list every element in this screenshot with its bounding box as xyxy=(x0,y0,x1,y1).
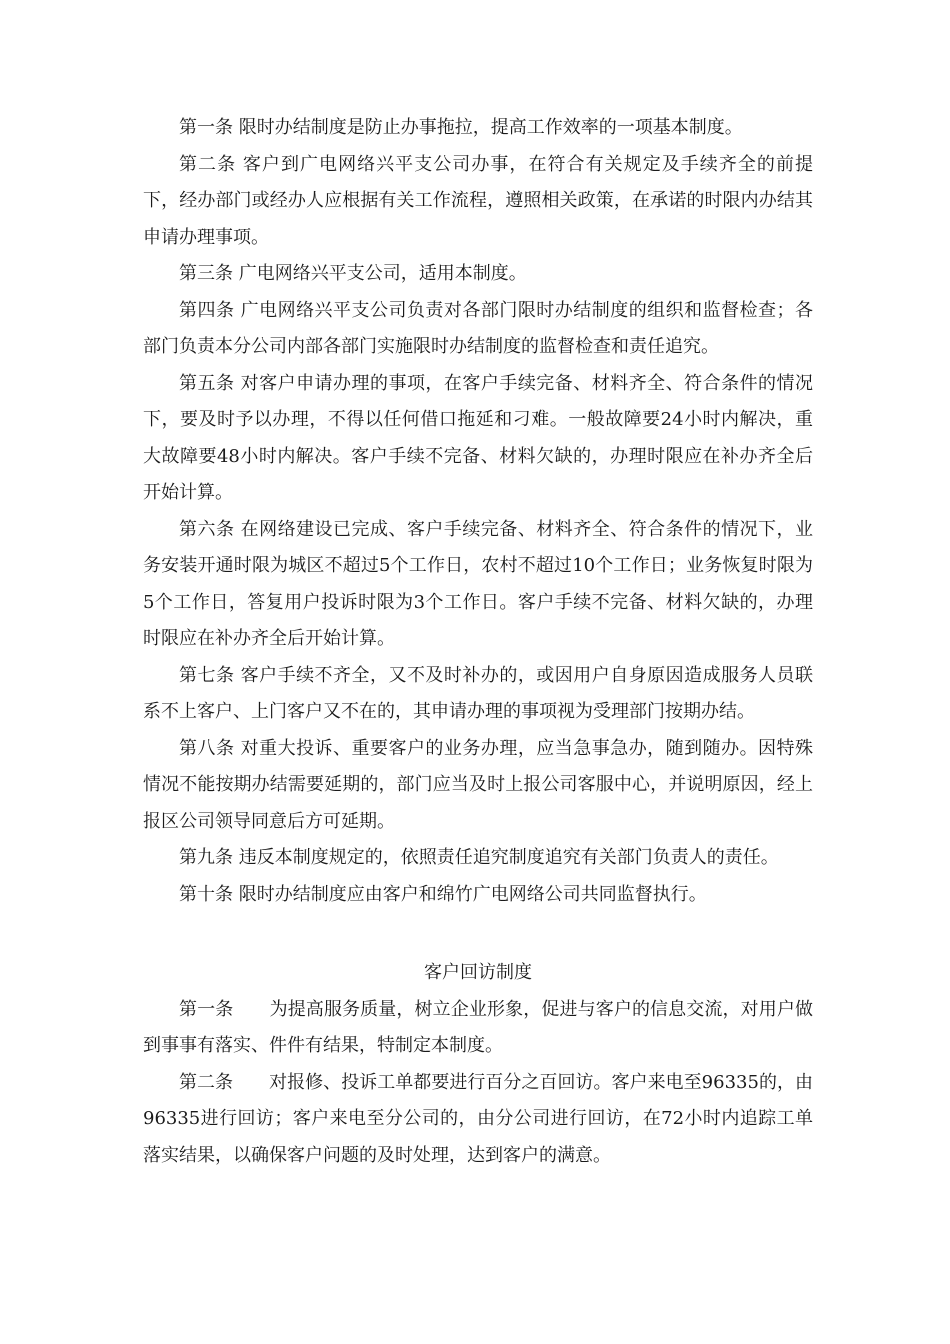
article-1: 第一条 限时办结制度是防止办事拖拉，提高工作效率的一项基本制度。 xyxy=(179,117,743,138)
article-5: 第五条 对客户申请办理的事项，在客户手续完备、材料齐全、符合条件的情况下，要及时予以办理，不得以任何借口拖延和刁难。一般故障要24小时内解决，重大故障要48小时内解决。客户手续不完备、材料欠缺的，办理时限应在补办齐全后开始计算。 xyxy=(143,372,813,503)
article-7: 第七条 客户手续不齐全，又不及时补办的，或因用户自身原因造成服务人员联系不上客户、上门客户又不在的，其申请办理的事项视为受理部门按期办结。 xyxy=(143,664,813,722)
callback-article-2: 第二条 对报修、投诉工单都要进行百分之百回访。客户来电至96335的，由96335进行回访；客户来电至分公司的，由分公司进行回访，在72小时内追踪工单落实结果，以确保客户问题的及时处理，达到客户的满意。 xyxy=(143,1071,813,1166)
section-time-limit-rules xyxy=(143,110,813,913)
section-title: 客户回访制度 xyxy=(424,962,532,983)
article-4: 第四条 广电网络兴平支公司负责对各部门限时办结制度的组织和监督检查；各部门负责本分公司内部各部门实施限时办结制度的监督检查和责任追究。 xyxy=(143,299,813,357)
article-10: 第十条 限时办结制度应由客户和绵竹广电网络公司共同监督执行。 xyxy=(179,883,707,905)
article-3: 第三条 广电网络兴平支公司，适用本制度。 xyxy=(179,263,527,284)
callback-article-1: 第一条 为提高服务质量，树立企业形象，促进与客户的信息交流，对用户做到事事有落实、件件有结果，特制定本制度。 xyxy=(143,998,813,1056)
article-6: 第六条 在网络建设已完成、客户手续完备、材料齐全、符合条件的情况下，业务安装开通时限为城区不超过5个工作日，农村不超过10个工作日；业务恢复时限为5个工作日，答复用户投诉时限为3个工作日。客户手续不完备、材料欠缺的，办理时限应在补办齐全后开始计算。 xyxy=(143,518,813,649)
section-customer-callback xyxy=(143,955,813,1174)
article-2: 第二条 客户到广电网络兴平支公司办事，在符合有关规定及手续齐全的前提下，经办部门或经办人应根据有关工作流程，遵照相关政策，在承诺的时限内办结其申请办理事项。 xyxy=(143,153,813,248)
section-spacer xyxy=(143,913,813,955)
document-page xyxy=(143,110,813,1174)
article-8: 第八条 对重大投诉、重要客户的业务办理，应当急事急办，随到随办。因特殊情况不能按期办结需要延期的，部门应当及时上报公司客服中心，并说明原因，经上报区公司领导同意后方可延期。 xyxy=(143,737,813,832)
article-9: 第九条 违反本制度规定的，依照责任追究制度追究有关部门负责人的责任。 xyxy=(179,847,779,868)
